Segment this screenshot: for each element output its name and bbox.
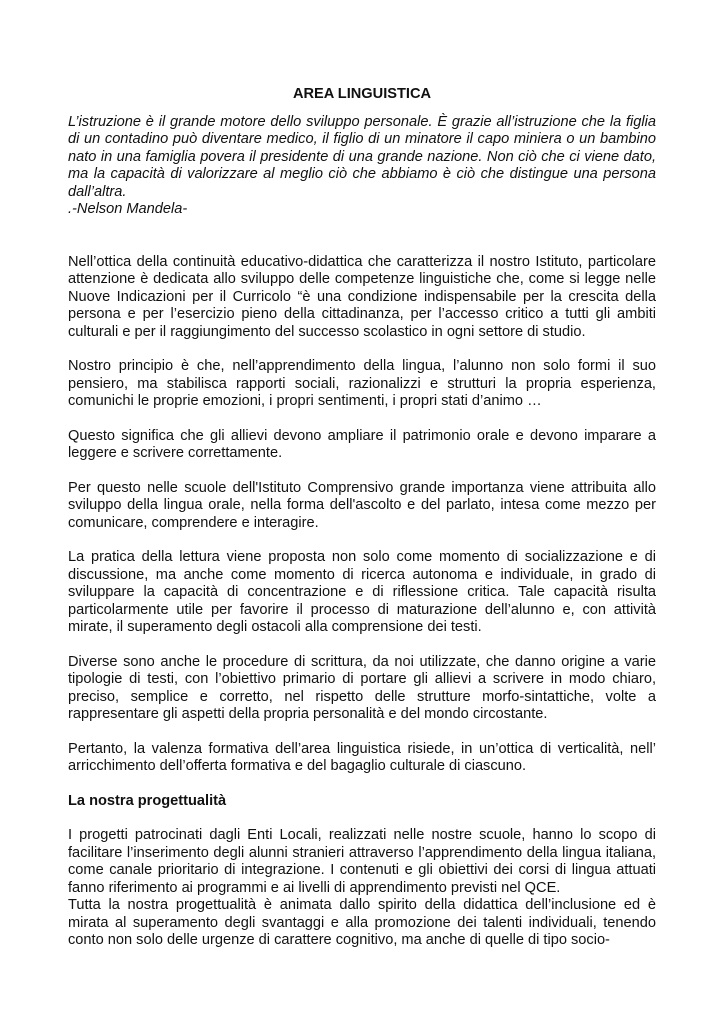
- paragraph-continuity: Nell’ottica della continuità educativo-didattica che caratterizza il nostro Istituto, particolare attenzione è dedicata allo sviluppo delle competenze linguistiche che, come si legge nelle Nuove Indicazioni per il Curricolo “è una condizione indispensabile per la crescita della persona e per l’esercizio pieno della cittadinanza, per l’accesso critico a tutti gli ambiti culturali e per il raggiungimento del successo scolastico in ogni settore di studio.: [68, 253, 656, 340]
- quote-author: .-Nelson Mandela-: [68, 201, 188, 217]
- paragraph-oral-language: Per questo nelle scuole dell'Istituto Comprensivo grande importanza viene attribuita allo sviluppo della lingua orale, nella forma dell'ascolto e del parlato, intesa come mezzo per comunicare, comprendere e interagire.: [68, 479, 656, 531]
- paragraph-meaning: Questo significa che gli allievi devono ampliare il patrimonio orale e devono imparare a leggere e scrivere correttamente.: [68, 427, 656, 461]
- section-heading: La nostra progettualità: [68, 792, 227, 809]
- paragraph-reading: La pratica della lettura viene proposta non solo come momento di socializzazione e di discussione, ma anche come momento di ricerca autonoma e individuale, in grado di sviluppare la capacità di concentrazione e di riflessione critica. Tale capacità risulta particolarmente utile per favorire il processo di maturazione dell’alunno e, con attività mirate, il superamento degli ostacoli alla comprensione dei testi.: [68, 549, 656, 635]
- paragraph-principle: Nostro principio è che, nell’apprendimento della lingua, l’alunno non solo formi il suo pensiero, ma stabilisca rapporti sociali, razionalizzi e strutturi la propria esperienza, comunichi le proprie emozioni, i propri sentimenti, i propri stati d’animo …: [68, 358, 656, 409]
- paragraph-projects: I progetti patrocinati dagli Enti Locali, realizzati nelle nostre scuole, hanno lo scopo di facilitare l’inserimento degli alunni stranieri attraverso l’apprendimento della lingua italiana, come canale prioritario di integrazione. I contenuti e gli obiettivi dei corsi di lingua attuati fanno riferimento ai programmi e ai livelli di apprendimento previsti nel QCE.: [68, 827, 656, 896]
- page-title: AREA LINGUISTICA: [292, 86, 432, 102]
- document-body: [68, 86, 656, 950]
- paragraph-writing: Diverse sono anche le procedure di scrittura, da noi utilizzate, che danno origine a varie tipologie di testi, con l’obiettivo primario di portare gli allievi a scrivere in modo chiaro, preciso, semplice e corretto, nel rispetto delle strutture morfo-sintattiche, volte a rappresentare gli aspetti della propria personalità e del mondo circostante.: [68, 653, 656, 722]
- mandela-quote: L’istruzione è il grande motore dello sviluppo personale. È grazie all’istruzione che la figlia di un contadino può diventare medico, il figlio di un minatore il capo miniera o un bambino nato in una famiglia povera il presidente di una grande nazione. Non ciò che ci viene dato, ma la capacità di valorizzare al meglio ciò che abbiamo è ciò che distingue una persona dall’altra.: [68, 113, 656, 200]
- paragraph-formative-value: Pertanto, la valenza formativa dell’area linguistica risiede, in un’ottica di verticalità, nell’ arricchimento dell’offerta formativa e del bagaglio culturale di ciascuno.: [68, 740, 656, 774]
- paragraph-inclusion: Tutta la nostra progettualità è animata dallo spirito della didattica dell’inclusione ed è mirata al superamento degli svantaggi e alla promozione dei talenti individuali, tenendo conto non solo delle urgenze di carattere cognitivo, ma anche di quelle di tipo socio-: [68, 897, 656, 948]
